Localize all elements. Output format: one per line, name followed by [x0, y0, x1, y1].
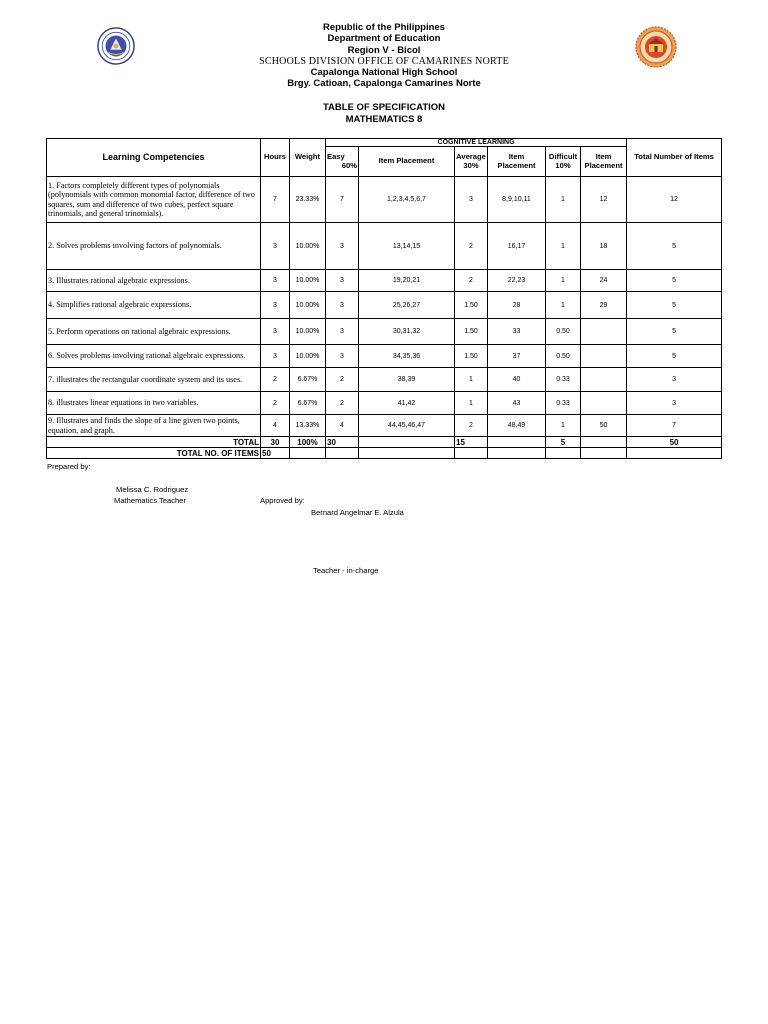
- average-header: Average 30%: [455, 147, 488, 177]
- letterhead: [0, 22, 768, 90]
- easy-item-placement-header: Item Placement: [359, 147, 455, 177]
- weight-cell: 6.67%: [290, 392, 326, 415]
- average-item-placement-header: Item Placement: [488, 147, 546, 177]
- total-average-items: [488, 437, 546, 448]
- total-row: [47, 437, 722, 448]
- difficult-items-cell: [581, 345, 627, 368]
- total-items-header: Total Number of Items: [627, 139, 722, 177]
- hours-header: Hours: [261, 139, 290, 177]
- competency-cell: 7. illustrates the rectangular coordinate system and its uses.: [47, 368, 261, 392]
- total-items-row: [47, 448, 722, 459]
- preparer-name: Melissa C. Rodriguez: [116, 485, 189, 494]
- table-row: [47, 345, 722, 368]
- total-average: 15: [455, 437, 488, 448]
- specification-table: [46, 138, 722, 459]
- difficult-item-placement-header: Item Placement: [581, 147, 627, 177]
- average-items-cell: 43: [488, 392, 546, 415]
- hours-cell: 3: [261, 292, 290, 319]
- total-label: TOTAL: [47, 437, 261, 448]
- region-line: Region V - Bicol: [347, 44, 421, 56]
- table-row: [47, 368, 722, 392]
- easy-items-cell: 44,45,46,47: [359, 415, 455, 437]
- average-items-cell: 48,49: [488, 415, 546, 437]
- weight-cell: 10.00%: [290, 292, 326, 319]
- difficult-items-cell: [581, 319, 627, 345]
- division-line: SCHOOLS DIVISION OFFICE OF CAMARINES NORTE: [259, 55, 509, 67]
- average-items-cell: 37: [488, 345, 546, 368]
- easy-cell: 3: [326, 270, 359, 292]
- empty-cell: [455, 448, 488, 459]
- table-row: [47, 223, 722, 270]
- school-name: Capalonga National High School: [310, 67, 458, 79]
- weight-cell: 23.33%: [290, 177, 326, 223]
- easy-cell: 2: [326, 368, 359, 392]
- difficult-cell: 0.50: [546, 345, 581, 368]
- total-difficult-items: [581, 437, 627, 448]
- easy-cell: 3: [326, 345, 359, 368]
- weight-header: Weight: [290, 139, 326, 177]
- easy-items-cell: 34,35,36: [359, 345, 455, 368]
- difficult-cell: 1: [546, 177, 581, 223]
- approver-name: Bernard Angelmar E. Alzula: [311, 508, 404, 517]
- difficult-cell: 0.50: [546, 319, 581, 345]
- table-row: [47, 292, 722, 319]
- hours-cell: 3: [261, 319, 290, 345]
- preparer-title: Mathematics Teacher: [114, 496, 187, 505]
- average-cell: 1.50: [455, 345, 488, 368]
- prepared-by-label: Prepared by:: [47, 462, 91, 471]
- competency-cell: 3. Illustrates rational algebraic expressions.: [47, 270, 261, 292]
- total-items-cell: 5: [627, 345, 722, 368]
- approved-by-label: Approved by:: [260, 496, 305, 505]
- competency-cell: 4. Simplifies rational algebraic expressions.: [47, 292, 261, 319]
- total-easy-items: [359, 437, 455, 448]
- approver-title: Teacher - in-charge: [313, 566, 379, 575]
- competency-cell: 9. Illustrates and finds the slope of a line given two points, equation, and graph.: [47, 415, 261, 437]
- average-items-cell: 16,17: [488, 223, 546, 270]
- easy-items-cell: 30,31,32: [359, 319, 455, 345]
- total-weight: 100%: [290, 437, 326, 448]
- average-cell: 2: [455, 415, 488, 437]
- difficult-cell: 1: [546, 223, 581, 270]
- empty-cell: [290, 448, 326, 459]
- document-title: [0, 102, 768, 125]
- hours-cell: 4: [261, 415, 290, 437]
- department-line: Department of Education: [327, 33, 441, 45]
- table-row: [47, 415, 722, 437]
- easy-items-cell: 1,2,3,4,5,6,7: [359, 177, 455, 223]
- average-cell: 1: [455, 368, 488, 392]
- difficult-items-cell: 12: [581, 177, 627, 223]
- difficult-cell: 0.33: [546, 368, 581, 392]
- total-items-cell: 3: [627, 392, 722, 415]
- total-items-cell: 12: [627, 177, 722, 223]
- total-items-cell: 3: [627, 368, 722, 392]
- table-row: [47, 392, 722, 415]
- total-items-cell: 5: [627, 292, 722, 319]
- average-items-cell: 33: [488, 319, 546, 345]
- easy-cell: 2: [326, 392, 359, 415]
- table-row: [47, 177, 722, 223]
- table-row: [47, 319, 722, 345]
- difficult-cell: 1: [546, 292, 581, 319]
- empty-cell: [488, 448, 546, 459]
- weight-cell: 10.00%: [290, 270, 326, 292]
- hours-cell: 2: [261, 392, 290, 415]
- easy-cell: 3: [326, 319, 359, 345]
- hours-cell: 3: [261, 270, 290, 292]
- difficult-items-cell: [581, 368, 627, 392]
- competency-cell: 8. illustrates linear equations in two variables.: [47, 392, 261, 415]
- total-items-label: TOTAL NO. OF ITEMS: [47, 448, 261, 459]
- competencies-header: Learning Competencies: [47, 139, 261, 177]
- hours-cell: 3: [261, 223, 290, 270]
- total-items-cell: 5: [627, 270, 722, 292]
- weight-cell: 6.67%: [290, 368, 326, 392]
- competency-cell: 5. Perform operations on rational algebraic expressions.: [47, 319, 261, 345]
- empty-cell: [546, 448, 581, 459]
- difficult-items-cell: 24: [581, 270, 627, 292]
- average-cell: 2: [455, 223, 488, 270]
- total-difficult: 5: [546, 437, 581, 448]
- country-line: Republic of the Philippines: [323, 22, 445, 33]
- empty-cell: [581, 448, 627, 459]
- competency-cell: 6. Solves problems involving rational algebraic expressions.: [47, 345, 261, 368]
- easy-items-cell: 25,26,27: [359, 292, 455, 319]
- total-items-cell: 5: [627, 319, 722, 345]
- hours-cell: 3: [261, 345, 290, 368]
- total-items-value: 50: [261, 448, 290, 459]
- weight-cell: 10.00%: [290, 345, 326, 368]
- empty-cell: [326, 448, 359, 459]
- easy-items-cell: 38,39: [359, 368, 455, 392]
- average-cell: 2: [455, 270, 488, 292]
- weight-cell: 10.00%: [290, 319, 326, 345]
- average-items-cell: 28: [488, 292, 546, 319]
- hours-cell: 2: [261, 368, 290, 392]
- difficult-cell: 0.33: [546, 392, 581, 415]
- total-items-cell: 5: [627, 223, 722, 270]
- easy-cell: 7: [326, 177, 359, 223]
- table-row: [47, 270, 722, 292]
- hours-cell: 7: [261, 177, 290, 223]
- title: TABLE OF SPECIFICATION: [322, 102, 446, 113]
- easy-cell: 3: [326, 292, 359, 319]
- average-cell: 3: [455, 177, 488, 223]
- easy-items-cell: 19,20,21: [359, 270, 455, 292]
- easy-header: Easy 60%: [326, 147, 359, 177]
- total-easy: 30: [326, 437, 359, 448]
- cognitive-learning-header: COGNITIVE LEARNING: [326, 139, 627, 147]
- difficult-cell: 1: [546, 270, 581, 292]
- easy-items-cell: 13,14,15: [359, 223, 455, 270]
- empty-cell: [627, 448, 722, 459]
- difficult-cell: 1: [546, 415, 581, 437]
- weight-cell: 10.00%: [290, 223, 326, 270]
- easy-cell: 4: [326, 415, 359, 437]
- average-items-cell: 40: [488, 368, 546, 392]
- competency-cell: 2. Solves problems involving factors of polynomials.: [47, 223, 261, 270]
- difficult-header: Difficult 10%: [546, 147, 581, 177]
- difficult-items-cell: 50: [581, 415, 627, 437]
- total-hours: 30: [261, 437, 290, 448]
- total-items-cell: 7: [627, 415, 722, 437]
- school-address: Brgy. Catioan, Capalonga Camarines Norte: [287, 78, 481, 90]
- difficult-items-cell: 29: [581, 292, 627, 319]
- competency-cell: 1. Factors completely different types of polynomials (polynomials with common monomial factor, difference of two squares, sum and difference of two cubes, perfect square trinomials, and general trinomials).: [47, 177, 261, 223]
- average-cell: 1: [455, 392, 488, 415]
- subject: MATHEMATICS 8: [345, 113, 423, 125]
- total-items: 50: [627, 437, 722, 448]
- average-cell: 1.50: [455, 319, 488, 345]
- average-items-cell: 22,23: [488, 270, 546, 292]
- weight-cell: 13.33%: [290, 415, 326, 437]
- easy-cell: 3: [326, 223, 359, 270]
- difficult-items-cell: [581, 392, 627, 415]
- empty-cell: [359, 448, 455, 459]
- difficult-items-cell: 18: [581, 223, 627, 270]
- average-items-cell: 8,9,10,11: [488, 177, 546, 223]
- easy-items-cell: 41,42: [359, 392, 455, 415]
- average-cell: 1.50: [455, 292, 488, 319]
